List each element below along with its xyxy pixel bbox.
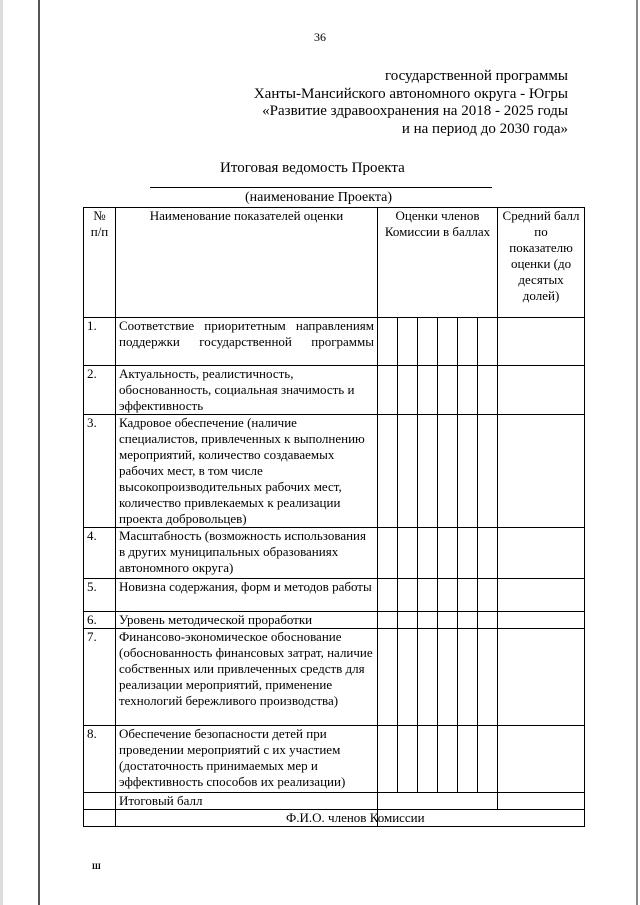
score-cell <box>478 415 498 528</box>
row-num: 5. <box>84 579 116 612</box>
score-cell <box>438 629 458 726</box>
table-header-row <box>84 208 585 318</box>
average-cell <box>498 528 585 579</box>
score-cell <box>478 528 498 579</box>
score-cell <box>418 415 438 528</box>
score-cell <box>438 528 458 579</box>
score-cell <box>378 579 398 612</box>
score-cell <box>478 318 498 366</box>
signatures-row <box>84 810 585 827</box>
score-cell <box>438 366 458 415</box>
row-criterion: Уровень методической проработки <box>116 612 378 629</box>
score-cell <box>418 366 438 415</box>
table-row <box>84 528 585 579</box>
score-cell <box>398 629 418 726</box>
header-criteria: Наименование показателей оценки <box>116 208 378 318</box>
score-cell <box>378 629 398 726</box>
score-cell <box>478 726 498 793</box>
score-cell <box>478 579 498 612</box>
row-criterion: Кадровое обеспечение (наличие специалистов, привлеченных к выполнению мероприятий, количество создаваемых рабочих мест, в том числе высокопроизводительных рабочих мест, количество привлекаемых к реализации проекта добровольцев) <box>116 415 378 528</box>
row-num: 2. <box>84 366 116 415</box>
scan-edge-right <box>636 0 638 905</box>
score-cell <box>478 629 498 726</box>
score-cell <box>418 629 438 726</box>
footer-mark: Ш <box>92 862 101 871</box>
score-cell <box>398 612 418 629</box>
score-cell <box>458 528 478 579</box>
header-line: «Развитие здравоохранения на 2018 - 2025 годы <box>262 103 568 119</box>
score-cell <box>378 366 398 415</box>
row-criterion: Финансово-экономическое обоснование (обоснованность финансовых затрат, наличие собственных или привлеченных средств для реализации мероприятий, применение технологий бережливого производства) <box>116 629 378 726</box>
average-cell <box>498 366 585 415</box>
score-cell <box>458 629 478 726</box>
average-cell <box>498 612 585 629</box>
score-cell <box>478 612 498 629</box>
score-cell <box>398 528 418 579</box>
assessment-table <box>83 207 585 827</box>
header-line: и на период до 2030 года» <box>401 120 568 137</box>
score-cell <box>458 612 478 629</box>
score-cell <box>438 415 458 528</box>
row-num: 3. <box>84 415 116 528</box>
signatures-label: Ф.И.О. членов Комиссии <box>286 810 493 827</box>
table-row <box>84 612 585 629</box>
document-header <box>254 68 568 138</box>
header-num: № п/п <box>84 208 116 318</box>
score-cell <box>458 415 478 528</box>
scan-edge-left <box>0 0 3 905</box>
row-criterion: Актуальность, реалистичность, обоснованность, социальная значимость и эффективность <box>116 366 378 415</box>
row-criterion: Соответствие приоритетным направлениям поддержки государственной программы <box>116 318 378 366</box>
table-row <box>84 366 585 415</box>
score-cell <box>378 528 398 579</box>
header-line: государственной программы <box>384 68 568 84</box>
score-cell <box>438 318 458 366</box>
project-name-line <box>150 187 492 188</box>
score-cell <box>438 612 458 629</box>
score-cell <box>418 579 438 612</box>
signatures-empty-cell <box>84 810 116 827</box>
header-average: Средний балл по показателю оценки (до десятых долей) <box>498 208 585 318</box>
table-row <box>84 579 585 612</box>
table-row <box>84 415 585 528</box>
score-cell <box>418 726 438 793</box>
header-scores: Оценки членов Комиссии в баллах <box>378 208 498 318</box>
scan-shadow-line <box>38 0 40 905</box>
score-cell <box>458 579 478 612</box>
row-num: 8. <box>84 726 116 793</box>
table-row <box>84 726 585 793</box>
page-number: 36 <box>314 30 326 44</box>
project-name-caption: (наименование Проекта) <box>245 190 393 205</box>
row-criterion: Масштабность (возможность использования в других муниципальных образованиях автономного округа) <box>116 528 378 579</box>
average-cell <box>498 318 585 366</box>
score-cell <box>438 726 458 793</box>
row-criterion: Обеспечение безопасности детей при проведении мероприятий с их участием (достаточность принимаемых мер и эффективность способов их реализации) <box>116 726 378 793</box>
row-num: 6. <box>84 612 116 629</box>
score-cell <box>378 726 398 793</box>
document-title: Итоговая ведомость Проекта <box>220 160 405 176</box>
row-num: 4. <box>84 528 116 579</box>
average-cell <box>498 629 585 726</box>
table-row <box>84 629 585 726</box>
row-num: 7. <box>84 629 116 726</box>
header-line: Ханты-Мансийского автономного округа - Югры <box>253 85 568 102</box>
total-scores-cell <box>378 793 498 810</box>
score-cell <box>418 318 438 366</box>
total-label: Итоговый балл <box>116 793 378 810</box>
score-cell <box>378 612 398 629</box>
score-cell <box>458 366 478 415</box>
table-row <box>84 318 585 366</box>
score-cell <box>378 318 398 366</box>
average-cell <box>498 726 585 793</box>
score-cell <box>418 528 438 579</box>
average-cell <box>498 579 585 612</box>
row-num: 1. <box>84 318 116 366</box>
average-cell <box>498 415 585 528</box>
score-cell <box>398 366 418 415</box>
score-cell <box>398 726 418 793</box>
score-cell <box>398 318 418 366</box>
score-cell <box>398 415 418 528</box>
score-cell <box>458 726 478 793</box>
score-cell <box>398 579 418 612</box>
row-criterion: Новизна содержания, форм и методов работы <box>116 579 378 612</box>
score-cell <box>458 318 478 366</box>
score-cell <box>478 366 498 415</box>
total-row <box>84 793 585 810</box>
score-cell <box>418 612 438 629</box>
total-num-cell <box>84 793 116 810</box>
total-average-cell <box>498 793 585 810</box>
score-cell <box>378 415 398 528</box>
score-cell <box>438 579 458 612</box>
